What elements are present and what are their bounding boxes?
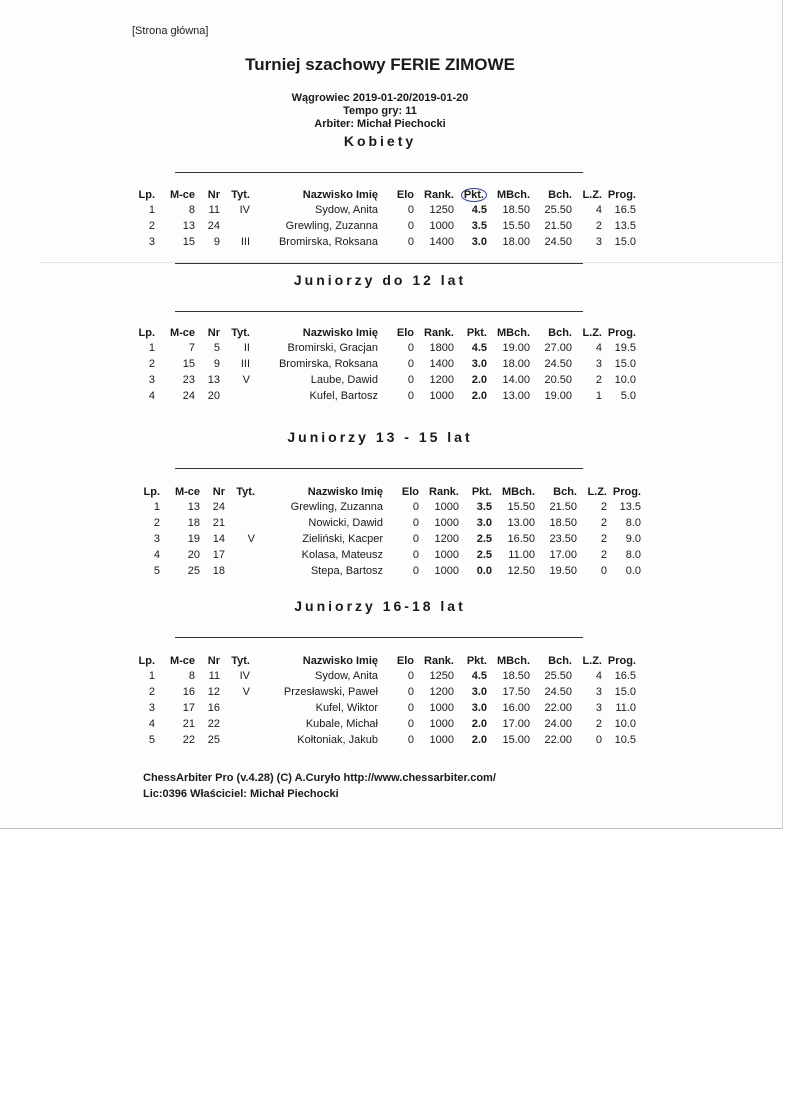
ranking-cell: 1000 <box>434 549 459 561</box>
player-name-cell: Grewling, Zuzanna <box>285 220 378 232</box>
ranking-cell: 1000 <box>434 565 459 577</box>
table-row <box>125 668 636 684</box>
elo-cell: 0 <box>407 718 414 730</box>
column-header-buchholz: Bch. <box>548 654 572 667</box>
points-cell: 2.5 <box>476 549 492 561</box>
place-cell: 8 <box>188 670 195 682</box>
median-buchholz-cell: 12.50 <box>507 565 535 577</box>
wins-cell: 2 <box>600 549 607 561</box>
column-header-elo: Elo <box>396 326 414 339</box>
ranking-cell: 1250 <box>429 670 454 682</box>
section-title-kobiety: Kobiety <box>343 133 417 149</box>
elo-cell: 0 <box>407 220 414 232</box>
seed-number-cell: 14 <box>212 533 225 545</box>
median-buchholz-cell: 18.50 <box>502 670 530 682</box>
rank-number-cell: 1 <box>148 204 155 216</box>
buchholz-cell: 19.00 <box>544 390 572 402</box>
place-cell: 25 <box>187 565 200 577</box>
results-table-kobiety <box>125 187 636 250</box>
wins-cell: 3 <box>595 686 602 698</box>
results-table-juniorzy-12 <box>125 325 636 404</box>
title-cell: V <box>242 686 250 698</box>
column-header-median-buchholz: MBch. <box>497 326 530 339</box>
divider <box>175 468 583 469</box>
table-row <box>125 732 636 748</box>
place-cell: 21 <box>182 718 195 730</box>
rank-number-cell: 4 <box>148 718 155 730</box>
title-cell: IV <box>239 670 250 682</box>
median-buchholz-cell: 13.00 <box>502 390 530 402</box>
seed-number-cell: 13 <box>207 374 220 386</box>
wins-cell: 0 <box>600 565 607 577</box>
progress-cell: 16.5 <box>614 204 636 216</box>
place-cell: 20 <box>187 549 200 561</box>
column-header-wins: L.Z. <box>582 326 602 339</box>
points-cell: 3.0 <box>471 686 487 698</box>
buchholz-cell: 24.50 <box>544 236 572 248</box>
elo-cell: 0 <box>412 517 419 529</box>
rank-number-cell: 4 <box>153 549 160 561</box>
elo-cell: 0 <box>407 734 414 746</box>
seed-number-cell: 20 <box>207 390 220 402</box>
table-row <box>125 700 636 716</box>
column-header-median-buchholz: MBch. <box>497 654 530 667</box>
column-header-place: M-ce <box>169 188 195 201</box>
place-cell: 15 <box>182 358 195 370</box>
section-title-juniorzy-13-15: Juniorzy 13 - 15 lat <box>287 429 473 445</box>
column-header-rank-number: Lp. <box>138 654 155 667</box>
elo-cell: 0 <box>412 501 419 513</box>
column-header-progress: Prog. <box>607 326 636 339</box>
wins-cell: 0 <box>595 734 602 746</box>
buchholz-cell: 21.50 <box>549 501 577 513</box>
table-row <box>125 716 636 732</box>
section-title-juniorzy-12: Juniorzy do 12 lat <box>293 272 467 288</box>
elo-cell: 0 <box>407 358 414 370</box>
seed-number-cell: 9 <box>213 358 220 370</box>
divider <box>175 311 583 312</box>
column-header-place: M-ce <box>169 326 195 339</box>
place-cell: 23 <box>182 374 195 386</box>
column-header-buchholz: Bch. <box>553 485 577 498</box>
results-table-juniorzy-16-18 <box>125 653 636 748</box>
buchholz-cell: 20.50 <box>544 374 572 386</box>
progress-cell: 8.0 <box>625 517 641 529</box>
buchholz-cell: 18.50 <box>549 517 577 529</box>
table-row <box>125 234 636 250</box>
median-buchholz-cell: 13.00 <box>507 517 535 529</box>
progress-cell: 15.0 <box>614 236 636 248</box>
title-cell <box>220 732 250 748</box>
player-name-cell: Zieliński, Kacper <box>302 533 383 545</box>
elo-cell: 0 <box>412 549 419 561</box>
place-cell: 7 <box>188 342 195 354</box>
player-name-cell: Nowicki, Dawid <box>308 517 383 529</box>
progress-cell: 10.0 <box>614 718 636 730</box>
progress-cell: 15.0 <box>614 686 636 698</box>
buchholz-cell: 22.00 <box>544 702 572 714</box>
elo-cell: 0 <box>412 565 419 577</box>
rank-number-cell: 2 <box>153 517 160 529</box>
seed-number-cell: 18 <box>212 565 225 577</box>
points-cell: 3.0 <box>471 702 487 714</box>
ranking-cell: 1800 <box>429 342 454 354</box>
player-name-cell: Stepa, Bartosz <box>310 565 383 577</box>
median-buchholz-cell: 18.00 <box>502 358 530 370</box>
rank-number-cell: 2 <box>148 686 155 698</box>
seed-number-cell: 25 <box>207 734 220 746</box>
progress-cell: 9.0 <box>625 533 641 545</box>
place-cell: 15 <box>182 236 195 248</box>
table-row <box>125 684 636 700</box>
place-cell: 13 <box>182 220 195 232</box>
ranking-cell: 1000 <box>434 517 459 529</box>
elo-cell: 0 <box>407 670 414 682</box>
table-row <box>125 218 636 234</box>
rank-number-cell: 1 <box>153 501 160 513</box>
seed-number-cell: 22 <box>207 718 220 730</box>
progress-cell: 15.0 <box>614 358 636 370</box>
seed-number-cell: 21 <box>212 517 225 529</box>
title-cell: IV <box>239 204 250 216</box>
points-cell: 4.5 <box>471 342 487 354</box>
buchholz-cell: 23.50 <box>549 533 577 545</box>
seed-number-cell: 24 <box>207 220 220 232</box>
points-cell: 3.0 <box>471 358 487 370</box>
buchholz-cell: 25.50 <box>544 670 572 682</box>
player-name-cell: Kufel, Wiktor <box>315 702 378 714</box>
column-header-rank-number: Lp. <box>138 326 155 339</box>
median-buchholz-cell: 14.00 <box>502 374 530 386</box>
seed-number-cell: 12 <box>207 686 220 698</box>
place-cell: 13 <box>187 501 200 513</box>
ranking-cell: 1400 <box>429 358 454 370</box>
table-row <box>125 202 636 218</box>
median-buchholz-cell: 16.00 <box>502 702 530 714</box>
divider <box>175 172 583 173</box>
wins-cell: 3 <box>595 358 602 370</box>
column-header-player-name: Nazwisko Imię <box>302 654 378 667</box>
elo-cell: 0 <box>407 686 414 698</box>
median-buchholz-cell: 18.50 <box>502 204 530 216</box>
column-header-place: M-ce <box>169 654 195 667</box>
progress-cell: 13.5 <box>614 220 636 232</box>
player-name-cell: Bromirska, Roksana <box>278 358 378 370</box>
progress-cell: 8.0 <box>625 549 641 561</box>
column-header-buchholz: Bch. <box>548 188 572 201</box>
elo-cell: 0 <box>407 390 414 402</box>
elo-cell: 0 <box>407 702 414 714</box>
column-header-elo: Elo <box>396 654 414 667</box>
footer-software: ChessArbiter Pro (v.4.28) (C) A.Curyło http://www.chessarbiter.com/ <box>143 772 496 784</box>
progress-cell: 0.0 <box>625 565 641 577</box>
column-header-rank-number: Lp. <box>138 188 155 201</box>
buchholz-cell: 25.50 <box>544 204 572 216</box>
title-cell: V <box>242 374 250 386</box>
column-header-player-name: Nazwisko Imię <box>302 188 378 201</box>
wins-cell: 1 <box>595 390 602 402</box>
table-row <box>125 372 636 388</box>
ranking-cell: 1000 <box>429 390 454 402</box>
wins-cell: 2 <box>600 517 607 529</box>
wins-cell: 3 <box>595 702 602 714</box>
header-row <box>125 653 636 668</box>
wins-cell: 4 <box>595 670 602 682</box>
player-name-cell: Kubale, Michał <box>305 718 378 730</box>
column-header-seed-number: Nr <box>207 326 220 339</box>
column-header-progress: Prog. <box>607 188 636 201</box>
seed-number-cell: 5 <box>213 342 220 354</box>
results-table-juniorzy-13-15 <box>130 484 641 579</box>
ranking-cell: 1250 <box>429 204 454 216</box>
column-header-buchholz: Bch. <box>548 326 572 339</box>
title-cell <box>220 716 250 732</box>
buchholz-cell: 24.00 <box>544 718 572 730</box>
column-header-title: Tyt. <box>231 654 250 667</box>
column-header-points <box>454 187 487 202</box>
wins-cell: 2 <box>595 374 602 386</box>
place-cell: 8 <box>188 204 195 216</box>
elo-cell: 0 <box>407 374 414 386</box>
points-cell: 4.5 <box>471 204 487 216</box>
column-header-player-name: Nazwisko Imię <box>302 326 378 339</box>
column-header-progress: Prog. <box>607 654 636 667</box>
points-cell: 3.5 <box>471 220 487 232</box>
column-header-ranking: Rank. <box>429 485 459 498</box>
divider <box>175 637 583 638</box>
table-row <box>125 340 636 356</box>
tournament-title: Turniej szachowy FERIE ZIMOWE <box>245 55 515 74</box>
rank-number-cell: 3 <box>148 236 155 248</box>
column-header-title: Tyt. <box>236 485 255 498</box>
ranking-cell: 1000 <box>434 501 459 513</box>
column-header-wins: L.Z. <box>587 485 607 498</box>
column-header-points: Pkt. <box>466 326 487 339</box>
wins-cell: 4 <box>595 204 602 216</box>
wins-cell: 4 <box>595 342 602 354</box>
rank-number-cell: 5 <box>148 734 155 746</box>
title-cell <box>220 218 250 234</box>
player-name-cell: Sydow, Anita <box>315 670 378 682</box>
seed-number-cell: 11 <box>208 204 220 216</box>
rank-number-cell: 2 <box>148 220 155 232</box>
arbiter: Arbiter: Michał Piechocki <box>314 118 446 130</box>
points-cell: 3.0 <box>471 236 487 248</box>
median-buchholz-cell: 11.00 <box>508 549 535 561</box>
header-row <box>125 325 636 340</box>
column-header-seed-number: Nr <box>212 485 225 498</box>
buchholz-cell: 24.50 <box>544 358 572 370</box>
title-cell <box>225 547 255 563</box>
wins-cell: 2 <box>595 220 602 232</box>
rank-number-cell: 3 <box>148 374 155 386</box>
median-buchholz-cell: 15.00 <box>502 734 530 746</box>
column-header-ranking: Rank. <box>424 326 454 339</box>
place-cell: 22 <box>182 734 195 746</box>
rank-number-cell: 3 <box>153 533 160 545</box>
column-header-seed-number: Nr <box>207 188 220 201</box>
table-row <box>130 531 641 547</box>
buchholz-cell: 19.50 <box>549 565 577 577</box>
footer-license: Lic:0396 Właściciel: Michał Piechocki <box>143 788 339 800</box>
ranking-cell: 1200 <box>429 686 454 698</box>
buchholz-cell: 27.00 <box>544 342 572 354</box>
player-name-cell: Bromirski, Gracjan <box>287 342 378 354</box>
player-name-cell: Sydow, Anita <box>315 204 378 216</box>
divider <box>175 263 583 264</box>
player-name-cell: Przesławski, Paweł <box>283 686 378 698</box>
place-cell: 24 <box>182 390 195 402</box>
place-cell: 18 <box>187 517 200 529</box>
median-buchholz-cell: 15.50 <box>507 501 535 513</box>
rank-number-cell: 1 <box>148 342 155 354</box>
player-name-cell: Bromirska, Roksana <box>278 236 378 248</box>
progress-cell: 16.5 <box>614 670 636 682</box>
rank-number-cell: 1 <box>148 670 155 682</box>
title-cell <box>225 515 255 531</box>
buchholz-cell: 21.50 <box>544 220 572 232</box>
elo-cell: 0 <box>407 342 414 354</box>
column-header-wins: L.Z. <box>582 188 602 201</box>
title-cell: III <box>240 358 250 370</box>
ranking-cell: 1400 <box>429 236 454 248</box>
title-cell <box>220 700 250 716</box>
wins-cell: 2 <box>600 501 607 513</box>
buchholz-cell: 22.00 <box>544 734 572 746</box>
points-cell: 0.0 <box>476 565 492 577</box>
player-name-cell: Grewling, Zuzanna <box>290 501 383 513</box>
points-cell: 2.0 <box>471 390 487 402</box>
seed-number-cell: 17 <box>212 549 225 561</box>
ranking-cell: 1000 <box>429 220 454 232</box>
ranking-cell: 1000 <box>429 702 454 714</box>
column-header-elo: Elo <box>401 485 419 498</box>
elo-cell: 0 <box>407 204 414 216</box>
player-name-cell: Laube, Dawid <box>310 374 378 386</box>
progress-cell: 11.0 <box>615 702 636 714</box>
place-cell: 16 <box>182 686 195 698</box>
title-cell <box>220 388 250 404</box>
progress-cell: 10.0 <box>614 374 636 386</box>
wins-cell: 2 <box>600 533 607 545</box>
circled-pkt-mark: Pkt. <box>461 188 487 202</box>
section-title-juniorzy-16-18: Juniorzy 16-18 lat <box>294 598 466 614</box>
seed-number-cell: 24 <box>212 501 225 513</box>
rank-number-cell: 4 <box>148 390 155 402</box>
table-row <box>130 563 641 579</box>
ranking-cell: 1000 <box>429 718 454 730</box>
rank-number-cell: 2 <box>148 358 155 370</box>
elo-cell: 0 <box>407 236 414 248</box>
points-cell: 2.0 <box>471 374 487 386</box>
points-cell: 3.5 <box>476 501 492 513</box>
column-header-place: M-ce <box>174 485 200 498</box>
tempo: Tempo gry: 11 <box>343 105 417 117</box>
seed-number-cell: 16 <box>207 702 220 714</box>
player-name-cell: Kołtoniak, Jakub <box>297 734 378 746</box>
rank-number-cell: 5 <box>153 565 160 577</box>
wins-cell: 3 <box>595 236 602 248</box>
table-row <box>125 388 636 404</box>
table-row <box>130 499 641 515</box>
ranking-cell: 1200 <box>434 533 459 545</box>
progress-cell: 10.5 <box>614 734 636 746</box>
column-header-wins: L.Z. <box>582 654 602 667</box>
buchholz-cell: 17.00 <box>549 549 577 561</box>
column-header-progress: Prog. <box>612 485 641 498</box>
points-cell: 4.5 <box>471 670 487 682</box>
column-header-title: Tyt. <box>231 326 250 339</box>
column-header-rank-number: Lp. <box>143 485 160 498</box>
title-cell <box>225 499 255 515</box>
ranking-cell: 1000 <box>429 734 454 746</box>
column-header-seed-number: Nr <box>207 654 220 667</box>
header-row <box>125 187 636 202</box>
column-header-player-name: Nazwisko Imię <box>307 485 383 498</box>
elo-cell: 0 <box>412 533 419 545</box>
place-cell: 19 <box>187 533 200 545</box>
column-header-points: Pkt. <box>466 654 487 667</box>
header-row <box>130 484 641 499</box>
title-cell: V <box>247 533 255 545</box>
points-cell: 3.0 <box>476 517 492 529</box>
column-header-ranking: Rank. <box>424 188 454 201</box>
column-header-title: Tyt. <box>231 188 250 201</box>
wins-cell: 2 <box>595 718 602 730</box>
median-buchholz-cell: 19.00 <box>502 342 530 354</box>
player-name-cell: Kolasa, Mateusz <box>301 549 383 561</box>
points-cell: 2.0 <box>471 718 487 730</box>
median-buchholz-cell: 17.00 <box>502 718 530 730</box>
points-cell: 2.0 <box>471 734 487 746</box>
home-link[interactable]: [Strona główna] <box>132 25 209 37</box>
median-buchholz-cell: 16.50 <box>507 533 535 545</box>
progress-cell: 19.5 <box>614 342 636 354</box>
title-cell: III <box>240 236 250 248</box>
progress-cell: 5.0 <box>620 390 636 402</box>
seed-number-cell: 11 <box>208 670 220 682</box>
buchholz-cell: 24.50 <box>544 686 572 698</box>
ranking-cell: 1200 <box>429 374 454 386</box>
place-date: Wągrowiec 2019-01-20/2019-01-20 <box>291 92 469 104</box>
column-header-median-buchholz: MBch. <box>497 188 530 201</box>
table-row <box>130 515 641 531</box>
title-cell <box>225 563 255 579</box>
player-name-cell: Kufel, Bartosz <box>309 390 378 402</box>
title-cell: II <box>243 342 250 354</box>
median-buchholz-cell: 15.50 <box>502 220 530 232</box>
table-row <box>125 356 636 372</box>
column-header-elo: Elo <box>396 188 414 201</box>
points-cell: 2.5 <box>476 533 492 545</box>
column-header-points: Pkt. <box>471 485 492 498</box>
column-header-median-buchholz: MBch. <box>502 485 535 498</box>
rank-number-cell: 3 <box>148 702 155 714</box>
column-header-ranking: Rank. <box>424 654 454 667</box>
median-buchholz-cell: 18.00 <box>502 236 530 248</box>
median-buchholz-cell: 17.50 <box>502 686 530 698</box>
table-row <box>130 547 641 563</box>
progress-cell: 13.5 <box>619 501 641 513</box>
place-cell: 17 <box>182 702 195 714</box>
seed-number-cell: 9 <box>213 236 220 248</box>
